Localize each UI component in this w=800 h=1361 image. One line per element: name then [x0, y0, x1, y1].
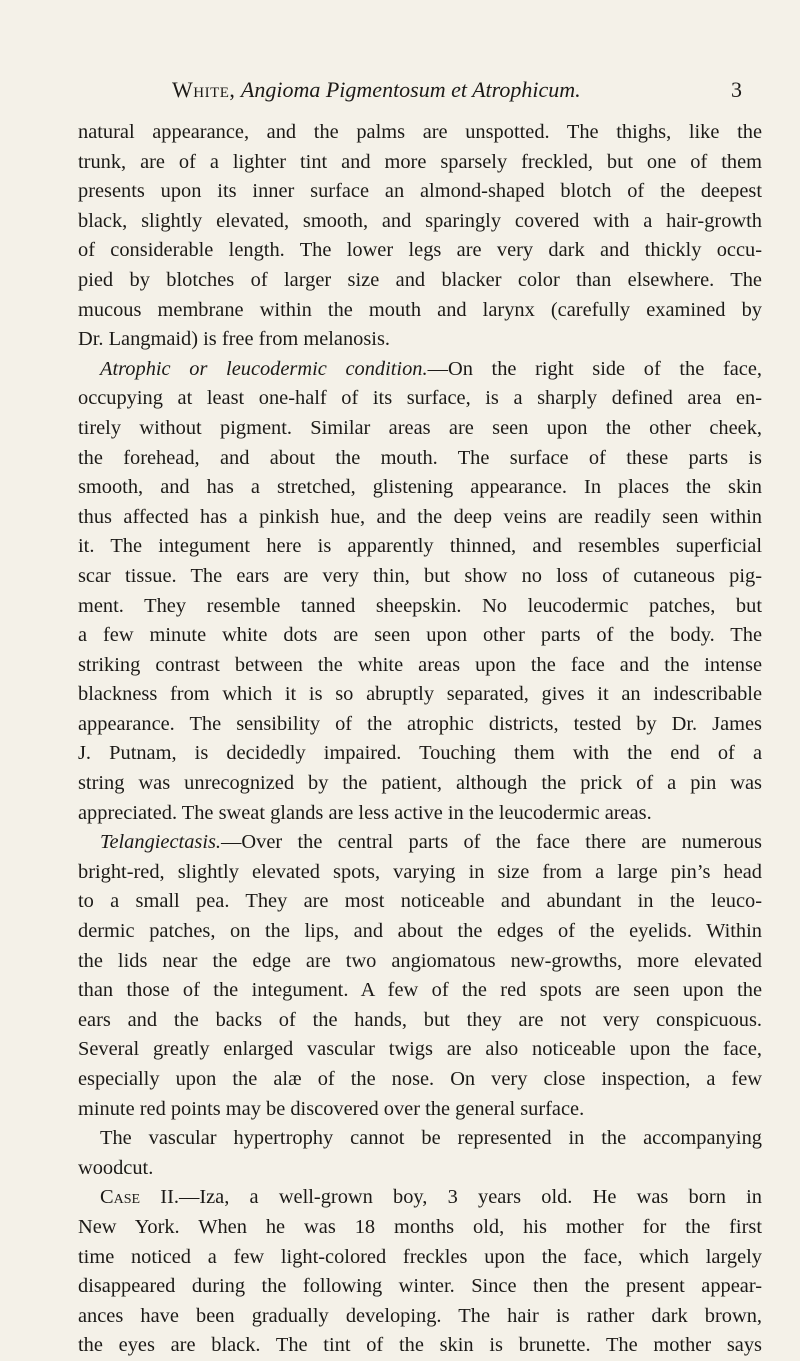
line-text: ears and the backs of the hands, but they are not very conspicuous.	[78, 1008, 762, 1031]
text-line	[78, 769, 762, 799]
text-line	[78, 917, 762, 947]
line-text: a few minute white dots are seen upon other parts of the body. The	[78, 624, 762, 647]
text-line	[78, 1302, 762, 1332]
text-line	[78, 1331, 762, 1361]
running-head-title-group	[172, 74, 581, 106]
line-text: bright-red, slightly elevated spots, varying in size from a large pin’s head	[78, 860, 762, 883]
text-line	[78, 1183, 762, 1213]
text-line	[78, 384, 762, 414]
line-text: presents upon its inner surface an almond-shaped blotch of the deepest	[78, 180, 762, 203]
line-text: —On the right side of the face,	[427, 357, 762, 380]
text-line	[78, 1035, 762, 1065]
text-line	[78, 296, 762, 326]
line-text: thus affected has a pinkish hue, and the deep veins are readily seen within	[78, 505, 762, 528]
running-head	[110, 74, 742, 106]
text-line	[78, 651, 762, 681]
line-text: New York. When he was 18 months old, his mother for the first	[78, 1215, 762, 1238]
line-text: the eyes are black. The tint of the skin is brunette. The mother says	[78, 1334, 762, 1357]
text-line	[78, 592, 762, 622]
running-head-author: White,	[172, 77, 236, 102]
text-line	[78, 473, 762, 503]
line-text: disappeared during the following winter. Since then the present appear-	[78, 1275, 762, 1298]
text-line	[78, 976, 762, 1006]
line-text: the lids near the edge are two angiomatous new-growths, more elevated	[78, 949, 762, 972]
text-line	[78, 858, 762, 888]
text-line	[78, 1095, 762, 1125]
line-text: of considerable length. The lower legs are very dark and thickly occu-	[78, 239, 762, 262]
text-line	[78, 680, 762, 710]
page-number: 3	[731, 77, 742, 102]
line-text: pied by blotches of larger size and blacker color than elsewhere. The	[78, 268, 762, 291]
line-text: time noticed a few light-colored freckles upon the face, which largely	[78, 1245, 762, 1268]
line-text: blackness from which it is so abruptly separated, gives it an indescribable	[78, 683, 762, 706]
text-line	[78, 148, 762, 178]
text-line	[78, 236, 762, 266]
body-text	[78, 118, 762, 1361]
text-line	[78, 739, 762, 769]
line-text: striking contrast between the white areas upon the face and the intense	[78, 653, 762, 676]
text-line	[78, 799, 762, 829]
text-line	[78, 1213, 762, 1243]
text-line	[78, 1065, 762, 1095]
line-text: J. Putnam, is decidedly impaired. Touching them with the end of a	[78, 742, 762, 765]
line-text: appreciated. The sweat glands are less active in the leucodermic areas.	[78, 801, 652, 824]
text-line	[78, 266, 762, 296]
line-text: smooth, and has a stretched, glistening appearance. In places the skin	[78, 476, 762, 499]
line-text: dermic patches, on the lips, and about the edges of the eyelids. Within	[78, 920, 762, 943]
running-head-title: Angioma Pigmentosum et Atrophicum.	[240, 77, 581, 102]
line-text: woodcut.	[78, 1156, 154, 1179]
text-line	[78, 1124, 762, 1154]
line-text: Several greatly enlarged vascular twigs are also noticeable upon the face,	[78, 1038, 762, 1061]
line-text: natural appearance, and the palms are unspotted. The thighs, like the	[78, 121, 762, 143]
line-text: minute red points may be discovered over the general surface.	[78, 1097, 585, 1120]
line-text: ment. They resemble tanned sheepskin. No leucodermic patches, but	[78, 594, 762, 617]
text-line	[78, 177, 762, 207]
line-text: scar tissue. The ears are very thin, but show no loss of cutaneous pig-	[78, 564, 762, 587]
line-text: than those of the integument. A few of the red spots are seen upon the	[78, 979, 762, 1002]
case-label: Case	[100, 1186, 141, 1209]
line-text: occupying at least one-half of its surface, is a sharply defined area en-	[78, 387, 762, 410]
text-line	[78, 532, 762, 562]
line-text: ances have been gradually developing. The hair is rather dark brown,	[78, 1304, 762, 1327]
text-line	[78, 325, 762, 355]
text-line	[78, 355, 762, 385]
text-line	[78, 887, 762, 917]
line-text: black, slightly elevated, smooth, and sparingly covered with a hair-growth	[78, 209, 762, 232]
line-text: —Over the central parts of the face there are numerous	[221, 831, 762, 854]
text-line	[78, 621, 762, 651]
line-text: especially upon the alæ of the nose. On very close inspection, a few	[78, 1068, 762, 1090]
text-line	[78, 947, 762, 977]
text-line	[78, 207, 762, 237]
line-text: The vascular hypertrophy cannot be represented in the accompanying	[100, 1127, 762, 1150]
line-text: mucous membrane within the mouth and larynx (carefully examined by	[78, 298, 762, 321]
section-heading: Telangiectasis.	[100, 831, 222, 854]
text-line	[78, 710, 762, 740]
line-text: to a small pea. They are most noticeable and abundant in the leuco-	[78, 890, 762, 913]
text-line	[78, 414, 762, 444]
line-text: tirely without pigment. Similar areas are seen upon the other cheek,	[78, 416, 762, 439]
text-line	[78, 1243, 762, 1273]
text-line	[78, 503, 762, 533]
line-text: appearance. The sensibility of the atrophic districts, tested by Dr. James	[78, 712, 762, 735]
line-text: string was unrecognized by the patient, although the prick of a pin was	[78, 772, 762, 795]
text-line	[78, 1154, 762, 1184]
line-text: the forehead, and about the mouth. The surface of these parts is	[78, 446, 762, 469]
text-line	[78, 562, 762, 592]
text-line	[78, 118, 762, 148]
text-line	[78, 1006, 762, 1036]
text-line	[78, 444, 762, 474]
line-text: trunk, are of a lighter tint and more sparsely freckled, but one of them	[78, 150, 762, 173]
line-text: Dr. Langmaid) is free from melanosis.	[78, 328, 391, 351]
section-heading: Atrophic or leucodermic condition.	[100, 357, 428, 380]
text-line	[78, 828, 762, 858]
line-text: II.—Iza, a well-grown boy, 3 years old. He was born in	[140, 1186, 762, 1209]
line-text: it. The integument here is apparently thinned, and resembles superficial	[78, 535, 762, 558]
text-line	[78, 1272, 762, 1302]
